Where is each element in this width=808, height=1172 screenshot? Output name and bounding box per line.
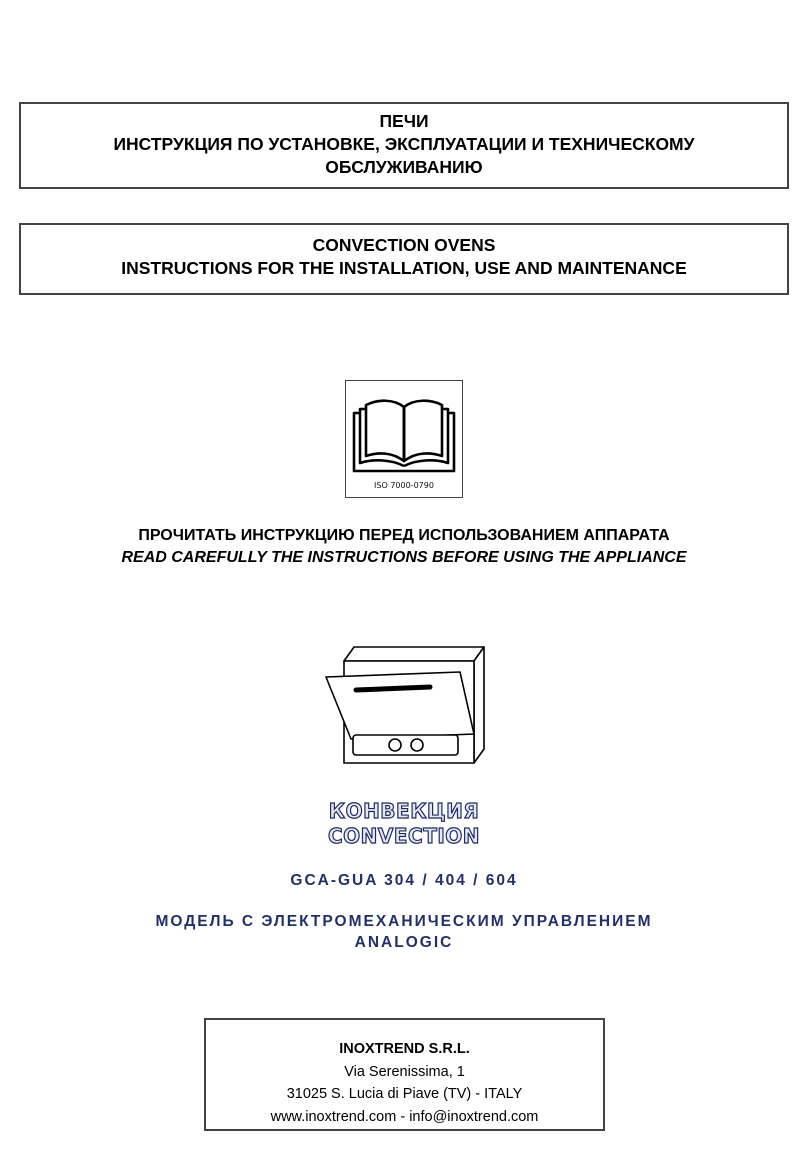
company-city: 31025 S. Lucia di Piave (TV) - ITALY (286, 1086, 523, 1102)
iso-symbol-box (345, 380, 463, 498)
read-instructions-warning (0, 525, 808, 569)
title-box-en (19, 223, 789, 295)
company-street: Via Serenissima, 1 (344, 1063, 465, 1080)
brand-title (0, 799, 808, 849)
read-warning-ru: ПРОЧИТАТЬ ИНСТРУКЦИЮ ПЕРЕД ИСПОЛЬЗОВАНИЕМ АППАРАТА (138, 527, 670, 544)
company-box (204, 1018, 605, 1131)
iso-label: ISO 7000-0790 (374, 481, 434, 490)
control-type-ru: МОДЕЛЬ С ЭЛЕКТРОМЕХАНИЧЕСКИМ УПРАВЛЕНИЕМ (155, 913, 653, 930)
title-en-line-1: CONVECTION OVENS (312, 235, 496, 255)
brand-en: CONVECTION (327, 824, 481, 848)
title-ru-line-2: ИНСТРУКЦИЯ ПО УСТАНОВКЕ, ЭКСПЛУАТАЦИИ И ТЕХНИЧЕСКОМУ (113, 134, 695, 154)
model-code: GCA-GUA 304 / 404 / 604 (290, 872, 518, 889)
control-type-en: ANALOGIC (354, 934, 454, 951)
title-en-line-2: INSTRUCTIONS FOR THE INSTALLATION, USE AND MAINTENANCE (121, 258, 687, 278)
convection-oven-icon (322, 645, 490, 767)
title-ru-line-3: ОБСЛУЖИВАНИЮ (325, 157, 483, 177)
read-manual-book-icon (350, 387, 458, 479)
title-ru-line-1: ПЕЧИ (379, 111, 429, 131)
read-warning-en: READ CAREFULLY THE INSTRUCTIONS BEFORE USING THE APPLIANCE (121, 549, 687, 566)
title-box-ru (19, 102, 789, 189)
company-contacts: www.inoxtrend.com - info@inoxtrend.com (270, 1108, 539, 1125)
control-type (0, 911, 808, 953)
company-name: INOXTREND S.R.L. (339, 1041, 470, 1057)
brand-ru: КОНВЕКЦИЯ (328, 799, 480, 823)
